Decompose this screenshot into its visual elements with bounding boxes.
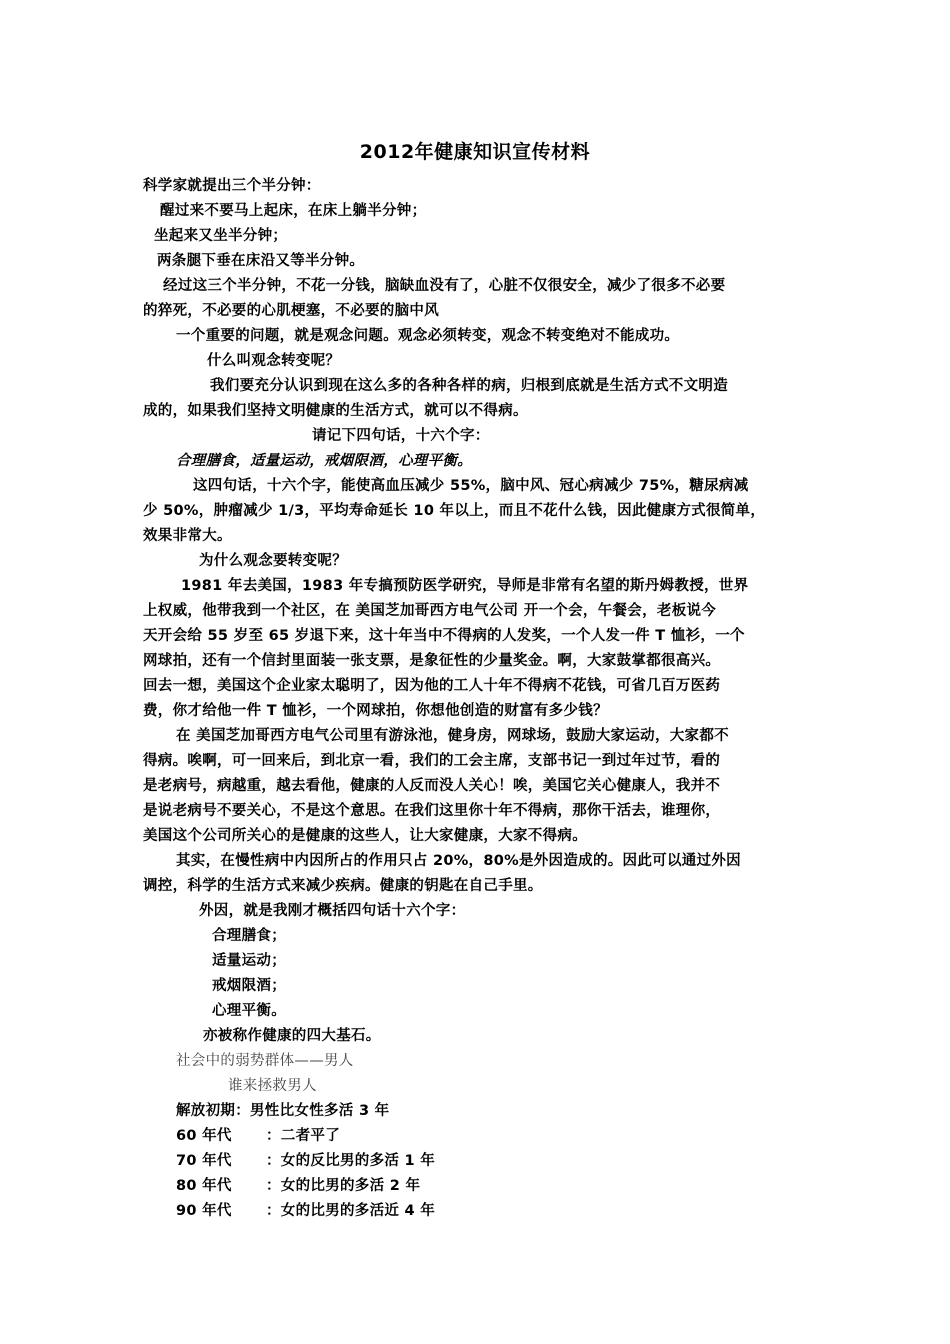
paragraph-line: 费，你才给他一件 T 恤衫，一个网球拍，你想他创造的财富有多少钱？	[143, 703, 608, 719]
paragraph-line: 请记下四句话，十六个字：	[312, 428, 490, 444]
paragraph-line: 经过这三个半分钟，不花一分钱，脑缺血没有了，心脏不仅很安全，减少了很多不必要	[163, 278, 726, 294]
section-heading: 社会中的弱势群体——男人	[176, 1053, 354, 1069]
paragraph-line: 亦被称作健康的四大基石。	[203, 1028, 381, 1044]
paragraph-line: 回去一想，美国这个企业家太聪明了，因为他的工人十年不得病不花钱，可省几百万医药	[143, 678, 721, 694]
list-item: 戒烟限酒；	[212, 978, 286, 994]
decade-row	[176, 1176, 420, 1196]
paragraph-line: 的猝死，不必要的心肌梗塞，不必要的脑中风	[143, 303, 439, 319]
paragraph-line: 天开会给 55 岁至 65 岁退下来，这十年当中不得病的人发奖，一个人发一件 T 恤衫，一个	[143, 628, 745, 644]
paragraph-line: 两条腿下垂在床沿又等半分钟。	[157, 253, 365, 269]
paragraph-line: 得病。唉啊，可一回来后，到北京一看，我们的工会主席，支部书记一到过年过节，看的	[143, 753, 721, 769]
decade-row	[176, 1126, 340, 1146]
paragraph-line: 外因，就是我刚才概括四句话十六个字：	[199, 903, 466, 919]
paragraph-line: 我们要充分认识到现在这么多的各种各样的病，归根到底就是生活方式不文明造	[210, 378, 728, 394]
decade-text: ：二者平了	[266, 1128, 340, 1144]
paragraph-line: 为什么观念要转变呢？	[199, 553, 347, 569]
paragraph-line: 调控，科学的生活方式来减少疾病。健康的钥匙在自己手里。	[143, 878, 543, 894]
paragraph-line: 是老病号，病越重，越去看他，健康的人反而没人关心！唉，美国它关心健康人，我并不	[143, 778, 721, 794]
decade-text: ：女的比男的多活 2 年	[266, 1178, 421, 1194]
paragraph-line: 1981 年去美国，1983 年专搞预防医学研究，导师是非常有名望的斯丹姆教授，世界	[181, 578, 749, 594]
document-title: 2012年健康知识宣传材料	[359, 141, 591, 163]
section-subheading: 谁来拯救男人	[228, 1078, 317, 1094]
paragraph-line: 科学家就提出三个半分钟：	[143, 178, 321, 194]
paragraph-line: 美国这个公司所关心的是健康的这些人，让大家健康，大家不得病。	[143, 828, 587, 844]
paragraph-line: 效果非常大。	[143, 528, 232, 544]
decade-row	[176, 1151, 435, 1171]
paragraph-line: 一个重要的问题，就是观念问题。观念必须转变，观念不转变绝对不能成功。	[176, 328, 680, 344]
decade-year: 80 年代	[176, 1178, 232, 1194]
paragraph-line: 什么叫观念转变呢？	[207, 353, 341, 369]
paragraph-line: 网球拍，还有一个信封里面装一张支票，是象征性的少量奖金。啊，大家鼓掌都很高兴。	[143, 653, 721, 669]
decade-row	[176, 1201, 435, 1221]
paragraph-line: 这四句话，十六个字，能使高血压减少 55%，脑中风、冠心病减少 75%，糖尿病减	[193, 478, 749, 494]
paragraph-line: 成的，如果我们坚持文明健康的生活方式，就可以不得病。	[143, 403, 528, 419]
paragraph-line: 坐起来又坐半分钟；	[154, 228, 288, 244]
paragraph-line: 少 50%，肿瘤减少 1/3，平均寿命延长 10 年以上，而且不花什么钱，因此健康方式很简单，	[143, 503, 766, 519]
decade-year: 60 年代	[176, 1128, 232, 1144]
paragraph-line: 解放初期：男性比女性多活 3 年	[176, 1103, 390, 1119]
list-item: 合理膳食；	[212, 928, 286, 944]
motto-line: 合理膳食，适量运动，戒烟限酒，心理平衡。	[176, 453, 472, 469]
paragraph-line: 醒过来不要马上起床，在床上躺半分钟；	[160, 203, 427, 219]
decade-text: ：女的比男的多活近 4 年	[266, 1203, 436, 1219]
paragraph-line: 其实，在慢性病中内因所占的作用只占 20%，80%是外因造成的。因此可以通过外因	[176, 853, 741, 869]
decade-year: 90 年代	[176, 1203, 232, 1219]
list-item: 心理平衡。	[212, 1003, 286, 1019]
paragraph-line: 上权威，他带我到一个社区，在 美国芝加哥西方电气公司 开一个会，午餐会，老板说今	[143, 603, 717, 619]
decade-text: ：女的反比男的多活 1 年	[266, 1153, 436, 1169]
decade-year: 70 年代	[176, 1153, 232, 1169]
paragraph-line: 是说老病号不要关心，不是这个意思。在我们这里你十年不得病，那你干活去，谁理你，	[143, 803, 721, 819]
list-item: 适量运动；	[212, 953, 286, 969]
paragraph-line: 在 美国芝加哥西方电气公司里有游泳池，健身房，网球场，鼓励大家运动，大家都不	[176, 728, 729, 744]
